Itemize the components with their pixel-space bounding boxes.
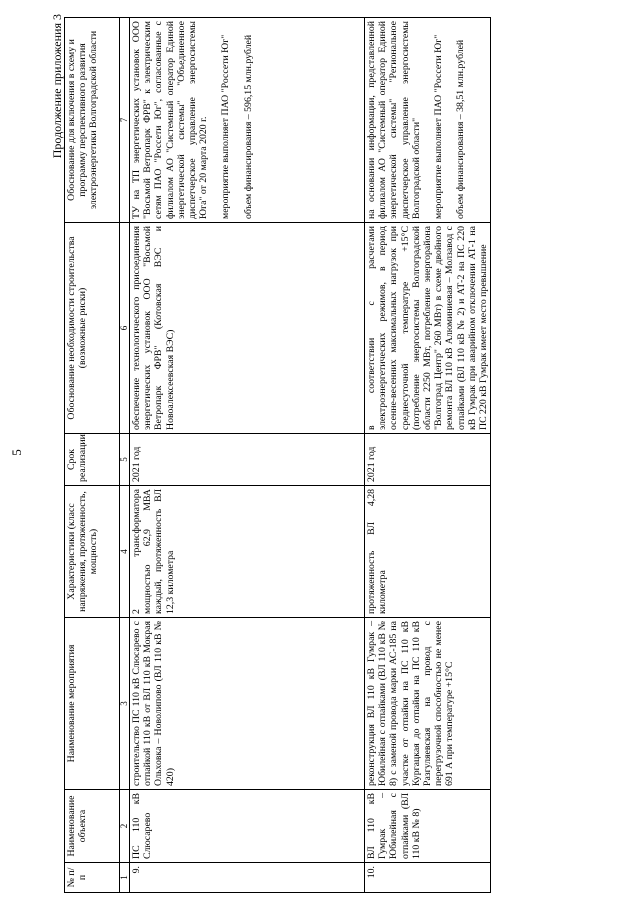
row-object: ПС 110 кВ Слюсарево — [130, 790, 365, 863]
table-header-row — [65, 18, 120, 893]
column-number: 4 — [120, 486, 130, 618]
row-basis — [130, 18, 365, 223]
page-number: 5 — [9, 449, 24, 456]
basis-executor: мероприятие выполняет ПАО "Россети Юг" — [220, 34, 232, 219]
basis-financing: объем финансирования – 38,51 млн.рублей — [455, 39, 467, 219]
header-num: № п/п — [65, 863, 120, 893]
column-number: 1 — [120, 863, 130, 893]
header-term: Срок реализации — [65, 434, 120, 486]
column-number: 2 — [120, 790, 130, 863]
row-basis — [365, 18, 491, 223]
row-necessity: обеспечение технологического присоединения энергетических установок ООО "Восьмой Ветропарк ФРВ" (Котовская ВЭС и Новоалексеевская ВЭС) — [130, 223, 365, 434]
header-basis: Обоснование для включения в схему и программу перспективного развития электроэнергетики Волгоградской области — [65, 18, 120, 223]
row-characteristics: 2 трансформатора мощностью 62,9 МВА каждый, протяженность ВЛ 12,3 километра — [130, 486, 365, 618]
row-measure: строительство ПС 110 кВ Слюсарево с отпайкой 110 кВ от ВЛ 110 кВ Мокрая Ольховка – Новолипово (ВЛ 110 кВ № 420) — [130, 618, 365, 790]
column-number: 3 — [120, 618, 130, 790]
header-object: Наименование объекта — [65, 790, 120, 863]
basis-text: ТУ на ТП энергетических установок ООО "Восьмой Ветропарк ФРВ" к электрическим сетям ПАО "Россети Юг", согласованные с филиалом АО "Системный оператор Единой энергетической системы" "Объединенное диспетчерское управление энергосистемы Юга" от 20 марта 2020 г. — [131, 21, 210, 219]
column-number: 5 — [120, 434, 130, 486]
row-num: 9. — [130, 863, 365, 893]
column-number: 6 — [120, 223, 130, 434]
row-num: 10. — [365, 863, 491, 893]
row-measure: реконструкция ВЛ 110 кВ Гумрак – Юбилейная с отпайками (ВЛ 110 кВ № 8) с заменой провода марки АС-185 на участке от отпайки на ПС 110 кВ Кургацкая до отпайки на ПС 110 кВ Разгуляевская на провод с перегрузочной способностью не менее 691 А при температуре +15°С — [365, 618, 491, 790]
basis-executor: мероприятие выполняет ПАО "Россети Юг" — [433, 34, 445, 219]
column-number-row — [120, 18, 130, 893]
row-object: ВЛ 110 кВ Гумрак – Юбилейная с отпайками (ВЛ 110 кВ № 8) — [365, 790, 491, 863]
row-characteristics: протяженность ВЛ 4,28 километра — [365, 486, 491, 618]
header-measure: Наименование мероприятия — [65, 618, 120, 790]
continuation-label: Продолжение приложения 3 — [50, 14, 64, 159]
basis-text: на основании информации, представленной филиалом АО "Системный оператор Единой энергетической системы" "Региональное диспетчерское управление энергосистемы Волгоградской области" — [366, 21, 422, 219]
row-term: 2021 год — [130, 434, 365, 486]
row-necessity: в соответствии с расчетами электроэнергетических режимов, в период осенне-весенних максимальных нагрузок при среднесуточной температуре +15°С (потребление энергосистемы Волгоградской области 2250 МВт, потребление энергорайона "Волгоград Центр" 260 МВт) в схеме двойного ремонта ВЛ 110 кВ Алюминиевая – Молзавод с отпайками (ВЛ 110 кВ № 2) и АТ-2 на ПС 220 кВ Гумрак при аварийном отключении АТ-1 на ПС 220 кВ Гумрак имеет место превышение — [365, 223, 491, 434]
header-necessity: Обоснование необходимости строительства (возможные риски) — [65, 223, 120, 434]
table-row — [365, 18, 491, 893]
measures-table — [64, 17, 491, 893]
basis-financing: объем финансирования – 596,15 млн.рублей — [242, 34, 254, 219]
header-characteristics: Характеристики (класс напряжения, протяженность, мощность) — [65, 486, 120, 618]
table-row — [130, 18, 365, 893]
row-term: 2021 год — [365, 434, 491, 486]
column-number: 7 — [120, 18, 130, 223]
